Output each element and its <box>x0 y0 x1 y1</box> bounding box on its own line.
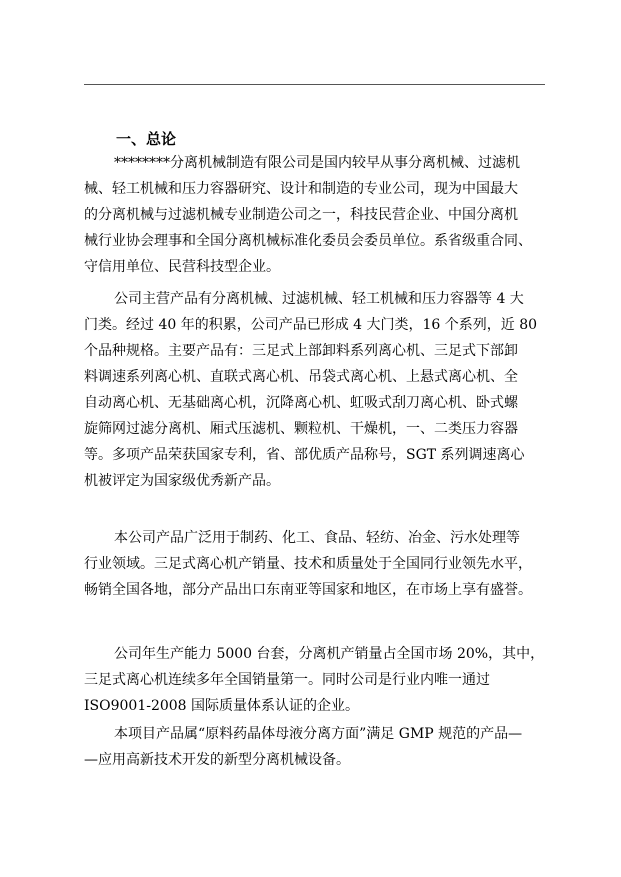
paragraph-applications <box>84 525 545 603</box>
paragraph-line: ********分离机械制造有限公司是国内较早从事分离机械、过滤机 <box>114 155 520 171</box>
paragraph-line: 本项目产品属“原料药晶体母液分离方面”满足 GMP 规范的产品— <box>114 726 523 742</box>
paragraph-line: —应用高新技术开发的新型分离机械设备。 <box>84 752 350 768</box>
paragraph-line: 械行业协会理事和全国分离机械标准化委员会委员单位。系省级重合同、 <box>84 233 532 249</box>
header-rule <box>84 84 545 85</box>
paragraph-line: 的分离机械与过滤机械专业制造公司之一，科技民营企业、中国分离机 <box>84 207 518 223</box>
section-heading: 一、总论 <box>116 130 177 148</box>
paragraph-line: 公司主营产品有分离机械、过滤机械、轻工机械和压力容器等 4 大 <box>114 291 524 307</box>
paragraph-capacity <box>84 641 545 719</box>
paragraph-line: 料调速系列离心机、直联式离心机、吊袋式离心机、上悬式离心机、全 <box>84 369 518 385</box>
paragraph-line: 门类。经过 40 年的积累，公司产品已形成 4 大门类，16 个系列，近 80 <box>84 317 538 333</box>
paragraph-line: 自动离心机、无基础离心机，沉降离心机、虹吸式刮刀离心机、卧式螺 <box>84 395 518 411</box>
paragraph-line: 等。多项产品荣获国家专利，省、部优质产品称号，SGT 系列调速离心 <box>84 447 525 463</box>
paragraph-line: 守信用单位、民营科技型企业。 <box>84 259 280 275</box>
paragraph-line: 机被评定为国家级优秀新产品。 <box>84 473 280 489</box>
paragraph-line: 行业领域。三足式离心机产销量、技术和质量处于全国同行业领先水平， <box>84 556 532 572</box>
paragraph-line: ISO9001-2008 国际质量体系认证的企业。 <box>84 698 360 714</box>
paragraph-products <box>84 286 545 494</box>
paragraph-company-overview <box>84 150 545 280</box>
paragraph-line: 公司年生产能力 5000 台套，分离机产销量占全国市场 20%，其中， <box>114 646 545 662</box>
paragraph-line: 旋筛网过滤分离机、厢式压滤机、颗粒机、干燥机，一、二类压力容器 <box>84 421 518 437</box>
paragraph-line: 畅销全国各地，部分产品出口东南亚等国家和地区，在市场上享有盛誉。 <box>84 582 532 598</box>
paragraph-project <box>84 721 545 773</box>
paragraph-line: 三足式离心机连续多年全国销量第一。同时公司是行业内唯一通过 <box>84 672 490 688</box>
paragraph-line: 械、轻工机械和压力容器研究、设计和制造的专业公司，现为中国最大 <box>84 181 518 197</box>
paragraph-line: 个品种规格。主要产品有：三足式上部卸料系列离心机、三足式下部卸 <box>84 343 518 359</box>
paragraph-line: 本公司产品广泛用于制药、化工、食品、轻纺、冶金、污水处理等 <box>114 530 520 546</box>
